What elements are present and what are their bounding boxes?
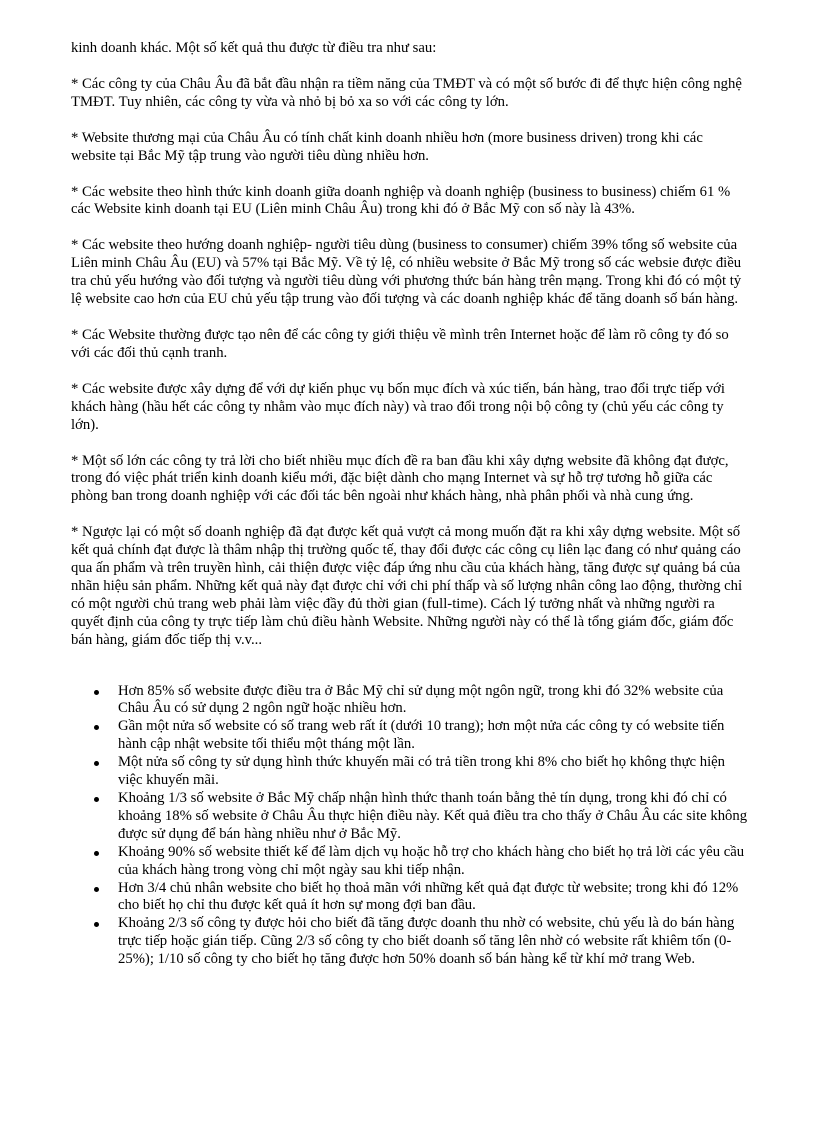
list-item [118,790,748,844]
list-item-text: Hơn 3/4 chủ nhân website cho biết họ thoả mãn với những kết quả đạt được từ website; trong khi đó 12% cho biết họ chỉ thu được kết quả ít hơn sự mong đợi ban đầu. [118,879,739,914]
list-item-text: Khoảng 1/3 số website ở Bắc Mỹ chấp nhận hình thức thanh toán bằng thẻ tín dụng, trong khi đó chỉ có khoảng 18% số website ở Châu Âu thực hiện điều này. Kết quả điều tra cho thấy ở Châu Âu các site không được sử dụng để bán hàng nhiều như ở Bắc Mỹ. [118,790,748,842]
bullet-icon [94,922,99,927]
bullet-icon [94,887,99,892]
list-item-text: Gần một nửa số website có số trang web rất ít (dưới 10 trang); hơn một nửa các công ty có website tiến hành cập nhật website tối thiểu một tháng một lần. [118,718,725,753]
paragraph-intro: kinh doanh khác. Một số kết quả thu được từ điều tra như sau: [71,40,437,56]
paragraph-business-driven: * Website thương mại của Châu Âu có tính chất kinh doanh nhiều hơn (more business driven) trong khi các website tại Bắc Mỹ tập trung vào người tiêu dùng nhiều hơn. [71,129,703,164]
list-item [118,718,748,754]
paragraph-b2b-share: * Các website theo hình thức kinh doanh giữa doanh nghiệp và doanh nghiệp (business to business) chiếm 61 % các Website kinh doanh tại EU (Liên minh Châu Âu) trong khi đó ở Bắc Mỹ con số này là 43%. [71,183,731,218]
paragraph-europe-potential: * Các công ty của Châu Âu đã bắt đầu nhận ra tiềm năng của TMĐT và có một số bước đi để thực hiện công nghệ TMĐT. Tuy nhiên, các công ty vừa và nhỏ bị bỏ xa so với các công ty lớn. [71,75,742,110]
paragraph-exceeded-goals: * Ngược lại có một số doanh nghiệp đã đạt được kết quả vượt cả mong muốn đặt ra khi xây dựng website. Một số kết quả chính đạt được là thâm nhập thị trường quốc tế, thay đổi được các công cụ liên lạc đang có như quảng cáo qua ấn phẩm và trên truyền hình, cải thiện được việc đáp ứng nhu cầu của khách hàng, tăng được sự quảng bá của nhãn hiệu sản phẩm. Những kết quả này đạt được chỉ với chi phí thấp và số lượng nhân công lao động, thường chỉ có một người chủ trang web phải làm việc đầy đủ thời gian (full-time). Cách lý tưởng nhất và những người ra quyết định của công ty trực tiếp làm chủ điều hành Website. Những người này có thể là tổng giám đốc, giám đốc bán hàng, giám đốc tiếp thị v.v... [71,524,743,648]
list-item [118,754,748,790]
list-item-text: Khoảng 2/3 số công ty được hỏi cho biết đã tăng được doanh thu nhờ có website, chủ yếu là do bán hàng trực tiếp hoặc gián tiếp. Cũng 2/3 số công ty cho biết doanh số tăng lên nhờ có website rất khiêm tốn (0-25%); 1/10 số công ty cho biết họ tăng được hơn 50% doanh số bán hàng kể từ khí mở trang Web. [118,915,735,968]
bullet-icon [94,725,99,730]
bullet-icon [94,690,99,695]
bullet-icon [94,797,99,802]
findings-bullet-list [71,683,748,970]
list-item [118,683,748,719]
paragraph-four-purposes: * Các website được xây dựng để với dự kiến phục vụ bốn mục đích và xúc tiến, bán hàng, trao đổi trực tiếp với khách hàng (hầu hết các công ty nhằm vào mục đích này) và trao đổi trong nội bộ công ty (chủ yếu các công ty lớn). [71,380,725,433]
paragraph-b2c-share: * Các website theo hướng doanh nghiệp- người tiêu dùng (business to consumer) chiếm 39% tổng số website của Liên minh Châu Âu (EU) và 57% tại Bắc Mỹ. Về tỷ lệ, có nhiều website ở Bắc Mỹ trong số các websie được điều tra chủ yếu hướng vào đối tượng và người tiêu dùng với phương thức bán hàng trên mạng. Trong khi đó có một tỷ lệ website cao hơn của EU chủ yếu tập trung vào đối tượng và các doanh nghiệp khác để tăng doanh số bán hàng. [71,237,742,308]
paragraph-company-intro: * Các Website thường được tạo nên để các công ty giới thiệu về mình trên Internet hoặc để làm rõ công ty đó so với các đối thủ cạnh tranh. [71,326,729,361]
list-item [118,844,748,880]
bullet-icon [94,851,99,856]
list-item [118,915,748,969]
list-item [118,880,748,916]
list-item-text: Khoảng 90% số website thiết kế để làm dịch vụ hoặc hỗ trợ cho khách hàng cho biết họ trả lời các yêu cầu của khách hàng trong vòng chỉ một ngày sau khi tiếp nhận. [118,843,745,878]
list-item-text: Một nửa số công ty sử dụng hình thức khuyến mãi có trả tiền trong khi 8% cho biết họ không thực hiện việc khuyến mãi. [118,754,726,789]
bullet-icon [94,761,99,766]
list-item-text: Hơn 85% số website được điều tra ở Bắc Mỹ chỉ sử dụng một ngôn ngữ, trong khi đó 32% website của Châu Âu có sử dụng 2 ngôn ngữ hoặc nhiều hơn. [118,682,724,717]
paragraph-unmet-goals: * Một số lớn các công ty trả lời cho biết nhiều mục đích đề ra ban đầu khi xây dựng website đã không đạt được, trong đó việc phát triển kinh doanh kiểu mới, đặc biệt dành cho mạng Internet và sự hỗ trợ tương hỗ giữa các phòng ban trong doanh nghiệp với các đối tác bên ngoài như khách hàng, nhà phân phối và nhà cung ứng. [71,452,729,505]
